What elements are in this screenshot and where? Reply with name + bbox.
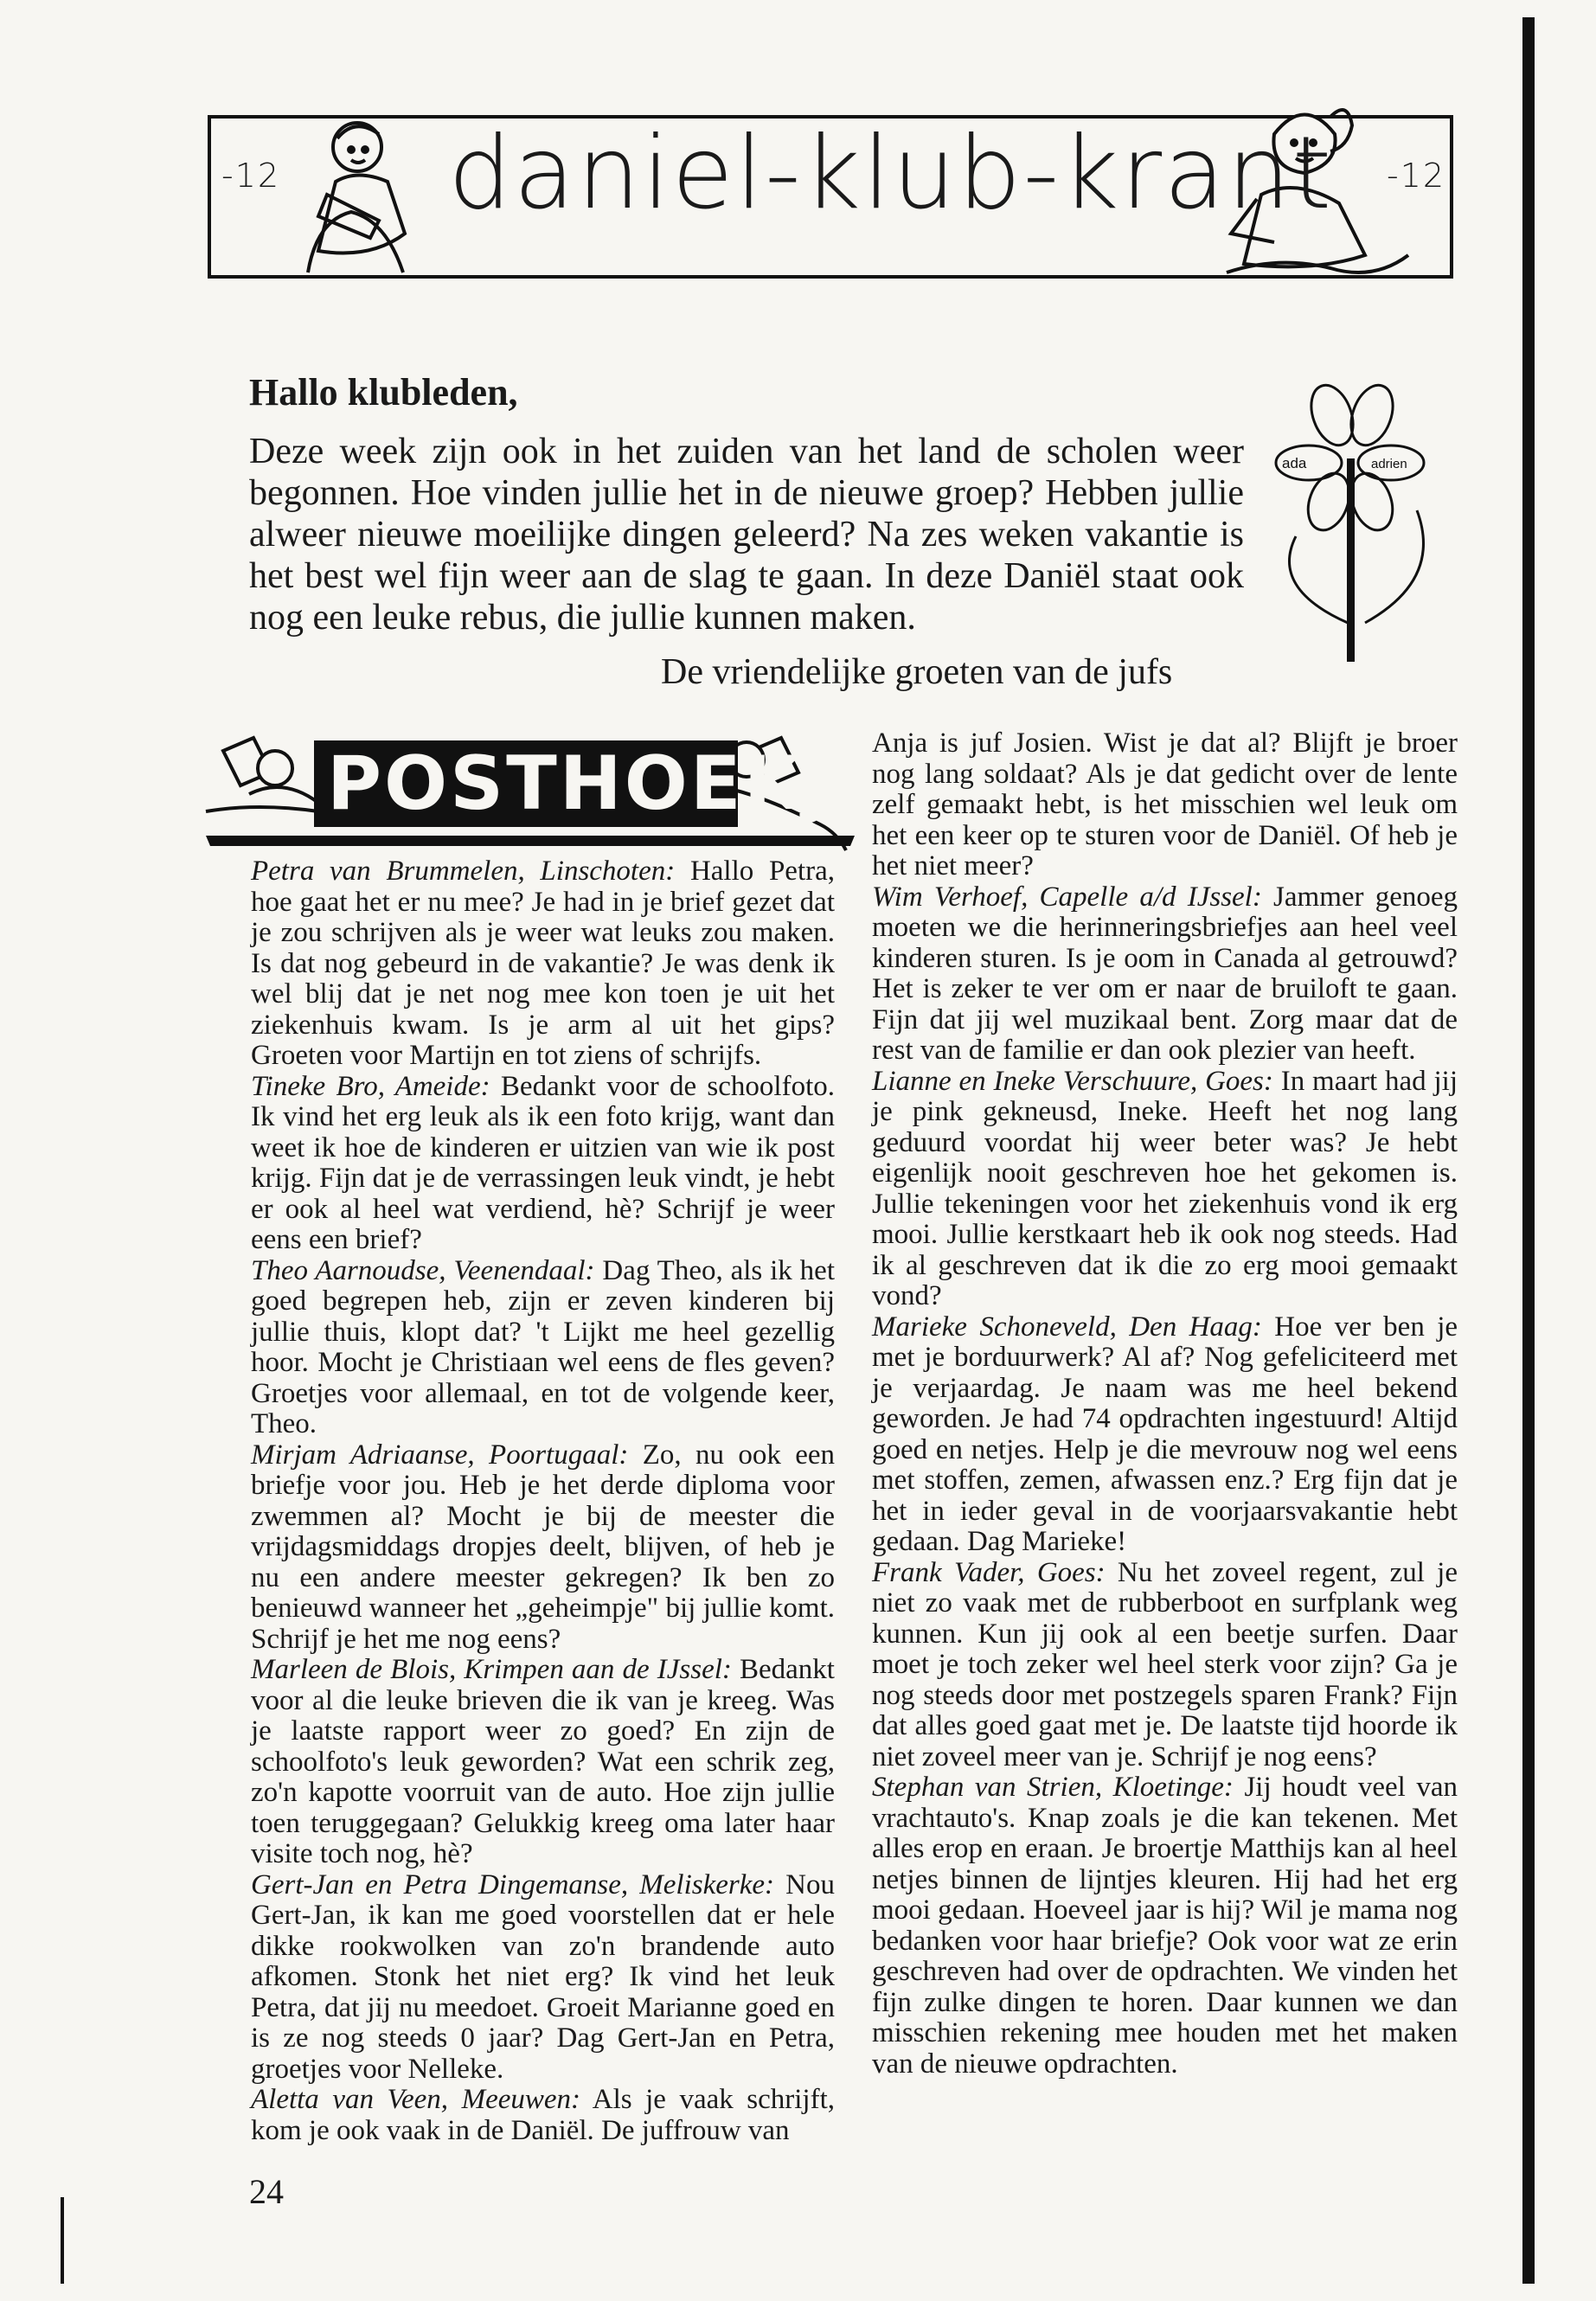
letter-text: Jammer genoeg moeten we die herinneringsbriefjes aan heel veel kinderen sturen. Is je oom in Canada al getrouwd? Het is zeker te ver om er naar de bruiloft te gaan. Fijn dat jij wel muzikaal bent. Zorg maar dat de rest van de familie er dan ook plezier van heeft. bbox=[872, 881, 1458, 1066]
letter-sender: Marieke Schoneveld, Den Haag: bbox=[872, 1311, 1262, 1343]
letter-entry bbox=[872, 1558, 1458, 1773]
letter-text: Zo, nu ook een briefje voor jou. Heb je het derde diploma voor zwemmen al? Mocht je bij de meester die vrijdagsmiddags dropjes deelt, blijven, of heb je nu een andere meester gekregen? Ik ben zo benieuwd wanneer het „geheimpje" bij jullie komt. Schrijf je het me nog eens? bbox=[251, 1439, 835, 1655]
letter-sender: Stephan van Strien, Kloetinge: bbox=[872, 1772, 1234, 1803]
letter-entry bbox=[872, 1312, 1458, 1558]
letter-sender: Gert-Jan en Petra Dingemanse, Meliskerke: bbox=[251, 1868, 775, 1900]
letter-text: In maart had jij je pink gekneusd, Ineke. Heeft het nog lang geduurd voordat hij weer beter was? Je hebt eigenlijk nooit geschreven hoe het gekomen is. Jullie tekeningen voor het ziekenhuis vond ik erg mooi. Jullie kerstkaart heb ik ook nog steeds. Had ik al geschreven dat ik die zo erg mooi gemaakt vond? bbox=[872, 1065, 1458, 1311]
masthead bbox=[206, 99, 1460, 298]
letter-sender: Petra van Brummelen, Linschoten: bbox=[251, 856, 676, 887]
letter-sender: Frank Vader, Goes: bbox=[872, 1556, 1106, 1588]
intro-signature: De vriendelijke groeten van de jufs bbox=[661, 652, 1173, 692]
petal-label-right: adrien bbox=[1371, 457, 1407, 471]
letters-right-column bbox=[872, 728, 1458, 2080]
greeting: Hallo klubleden, bbox=[249, 371, 518, 413]
issue-number-left: -12 bbox=[221, 157, 281, 195]
letter-entry bbox=[872, 1067, 1458, 1312]
binding-rule-left bbox=[61, 2197, 64, 2284]
letter-sender: Wim Verhoef, Capelle a/d IJssel: bbox=[872, 881, 1262, 913]
letter-entry bbox=[872, 728, 1458, 882]
letter-text: Anja is juf Josien. Wist je dat al? Blijft je broer nog lang soldaat? Als je dat gedicht over de lente zelf gemaakt hebt, is het misschien wel leuk om het een keer op te sturen voor de Daniël. Of heb je het niet meer? bbox=[872, 727, 1458, 881]
binding-rule-right bbox=[1522, 17, 1535, 2284]
letter-entry bbox=[251, 1256, 835, 1440]
boy-reading-icon bbox=[308, 123, 405, 272]
letter-text: Bedankt voor de schoolfoto. Ik vind het erg leuk als ik een foto krijg, want dan weet ik hoe de kinderen er uitzien van wie ik post krijg. Fijn dat je de verrassingen leuk vindt, je hebt er ook al heel wat verdiend, hè? Schrijf je weer eens een brief? bbox=[251, 1070, 835, 1255]
letter-entry bbox=[251, 2085, 835, 2146]
letter-text: Jij houdt veel van vrachtauto's. Knap zoals je die kan tekenen. Met alles erop en eraan. Je broertje Matthijs kan al heel netjes binnen de lijntjes kleuren. Hij had het erg mooi gedaan. Hoeveel jaar is hij? Wil je mama nog bedanken voor haar briefje? Ook voor wat ze erin geschreven had over de opdrachten. We vinden het fijn zulke dingen te horen. Daar kunnen we dan misschien rekening mee houden met het maken van de nieuwe opdrachten. bbox=[872, 1772, 1458, 2080]
letter-sender: Theo Aarnoudse, Veenendaal: bbox=[251, 1254, 595, 1286]
letter-text: Hoe ver ben je met je borduurwerk? Al af? Nog gefeliciteerd met je verjaardag. Je naam was me heel bekend geworden. Je had 74 opdrachten ingestuurd! Altijd goed en netjes. Help je die mevrouw nog wel eens met stoffen, zemen, afwassen enz.? Erg fijn dat je het in ieder geval in de voorjaarsvakantie hebt gedaan. Dag Marieke! bbox=[872, 1311, 1458, 1557]
letter-text: Nou Gert-Jan, ik kan me goed voorstellen dat er hele dikke rookwolken van zo'n brandende auto afkomen. Stonk het niet erg? Ik vind het leuk Petra, dat jij nu meedoet. Groeit Marianne goed en is ze nog steeds 0 jaar? Dag Gert-Jan en Petra, groetjes voor Nelleke. bbox=[251, 1868, 835, 2085]
letter-sender: Tineke Bro, Ameide: bbox=[251, 1070, 490, 1102]
letter-entry bbox=[872, 1772, 1458, 2080]
letter-entry bbox=[251, 856, 835, 1072]
section-banner bbox=[197, 725, 888, 855]
letter-text: Hallo Petra, hoe gaat het er nu mee? Je had in je brief gezet dat je zou schrijven als je weer wat leuks zou maken. Is dat nog gebeurd in de vakantie? Je was denk ik wel blij dat je net nog mee kon toen je uit het ziekenhuis kwam. Is je arm al uit het gips? Groeten voor Martijn en tot ziens of schrijfs. bbox=[251, 856, 836, 1071]
letter-sender: Mirjam Adriaanse, Poortugaal: bbox=[251, 1439, 629, 1471]
letter-entry bbox=[251, 1870, 835, 2086]
letter-sender: Marleen de Blois, Krimpen aan de IJssel: bbox=[251, 1654, 732, 1685]
letter-entry bbox=[251, 1440, 835, 1656]
letter-sender: Lianne en Ineke Verschuure, Goes: bbox=[872, 1065, 1273, 1097]
letter-text: Nu het zoveel regent, zul je niet zo vaak met de rubberboot en surfplank weg kunnen. Kun jij ook al een beetje surfen. Daar moet je toch zeker wel heel sterk voor zijn? Ga je nog steeds door met postzegels sparen Frank? Fijn dat alles goed gaat met je. De laatste tijd hoorde ik niet zoveel meer van je. Schrijf je nog eens? bbox=[872, 1556, 1458, 1772]
letter-text: Dag Theo, als ik het goed begrepen heb, zijn er zeven kinderen bij jullie thuis, klopt dat? 't Lijkt me heel gezellig hoor. Mocht je Christiaan wel eens de fles geven? Groetjes voor allemaal, en tot de volgende keer, Theo. bbox=[251, 1254, 835, 1439]
flower-logo-icon bbox=[1270, 381, 1443, 666]
letters-left-column bbox=[251, 856, 835, 2146]
section-title: POSTHOEKJE bbox=[327, 740, 888, 827]
letter-sender: Aletta van Veen, Meeuwen: bbox=[251, 2084, 581, 2115]
intro-block bbox=[249, 371, 1244, 692]
petal-label-left: ada bbox=[1282, 455, 1307, 471]
letter-text: Bedankt voor al die leuke brieven die ik van je kreeg. Was je laatste rapport weer zo goed? En zijn de schoolfoto's leuk geworden? Wat een schrik zeg, zo'n kapotte voorruit van de auto. Hoe zijn jullie toen teruggegaan? Gelukkig kreeg oma later haar visite toch nog, hè? bbox=[251, 1654, 835, 1869]
letter-entry bbox=[872, 882, 1458, 1067]
masthead-title: daniel-klub-krant bbox=[448, 115, 1334, 232]
letter-entry bbox=[251, 1655, 835, 1870]
issue-number-right: -12 bbox=[1387, 157, 1446, 195]
page-number: 24 bbox=[249, 2172, 284, 2211]
letter-entry bbox=[251, 1072, 835, 1256]
letter-text: Als je vaak schrijft, kom je ook vaak in de Daniël. De juffrouw van bbox=[251, 2084, 836, 2146]
intro-body: Deze week zijn ook in het zuiden van het land de scholen weer begonnen. Hoe vinden jullie het in de nieuwe groep? Hebben jullie alweer nieuwe moeilijke dingen geleerd? Na zes weken vakantie is het best wel fijn weer aan de slag te gaan. In deze Daniël staat ook nog een leuke rebus, die jullie kunnen maken. bbox=[249, 432, 1244, 638]
